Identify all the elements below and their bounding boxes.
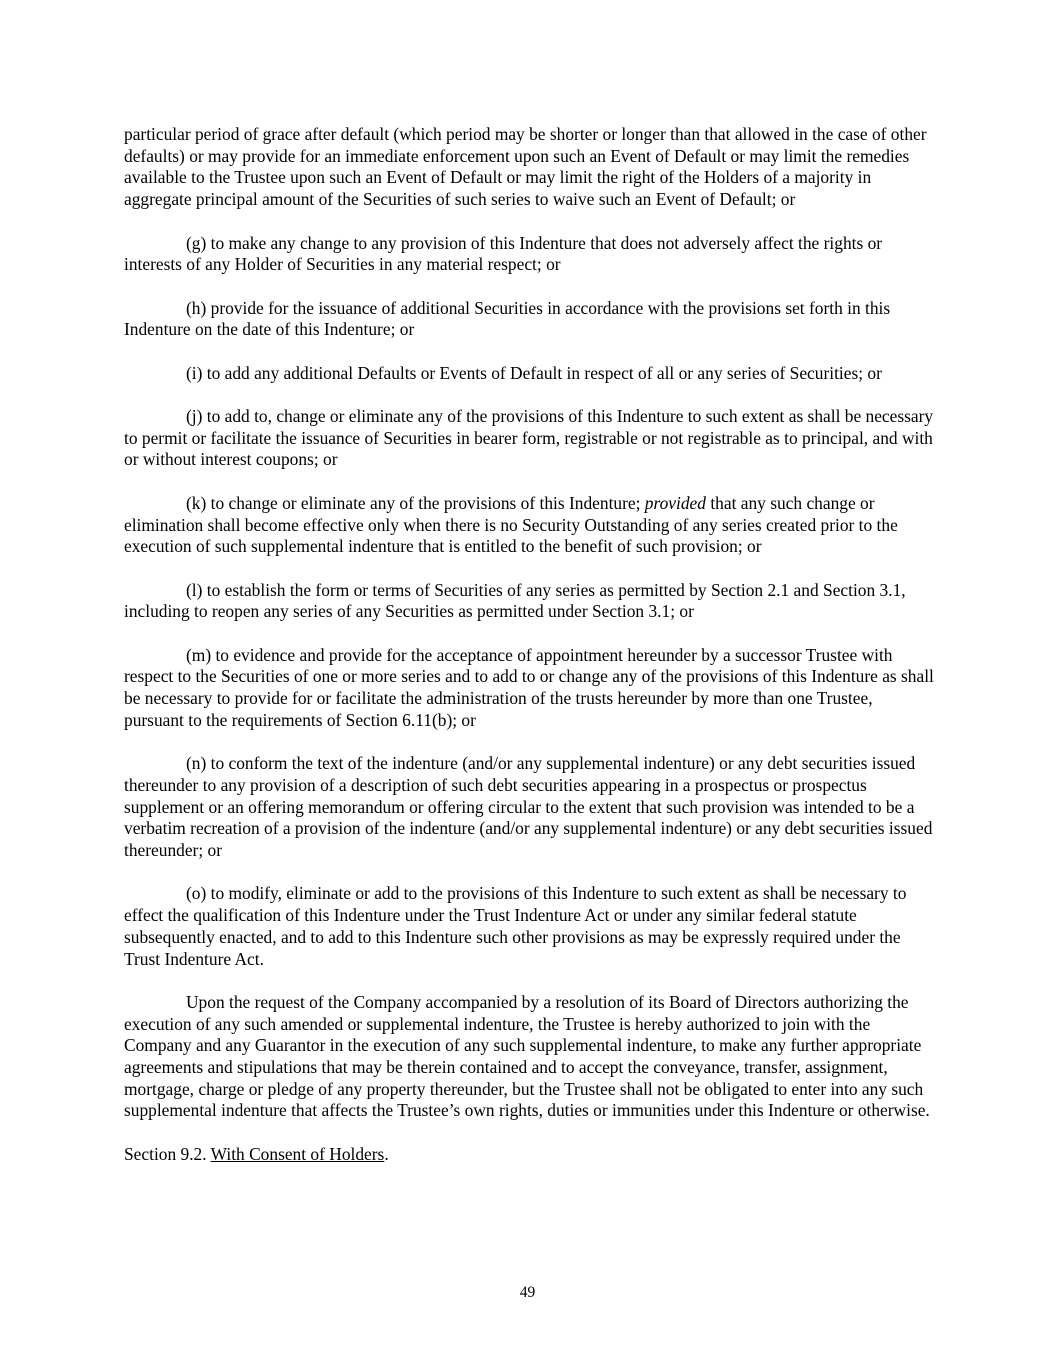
paragraph-upon-request: Upon the request of the Company accompanied by a resolution of its Board of Directors authorizing the execution of any such amended or supplemental indenture, the Trustee is hereby authorized to join with the Company and any Guarantor in the execution of any such supplemental indenture, to make any further appropriate agreements and stipulations that may be therein contained and to accept the conveyance, transfer, assignment, mortgage, charge or pledge of any property thereunder, but the Trustee shall not be obligated to enter into any such supplemental indenture that affects the Trustee’s own rights, duties or immunities under this Indenture or otherwise. xyxy=(124,991,930,1121)
document-page xyxy=(124,124,934,1187)
paragraph-k-after: that any such change or elimination shall become effective only when there is no Security Outstanding of any series created prior to the execution of such supplemental indenture that is entitled to the benefit of such provision; or xyxy=(124,492,898,557)
section-number: Section 9.2. xyxy=(124,1143,207,1164)
paragraph-i: (i) to add any additional Defaults or Events of Default in respect of all or any series of Securities; or xyxy=(186,362,882,383)
page-number: 49 xyxy=(519,1284,536,1301)
paragraph-m: (m) to evidence and provide for the acceptance of appointment hereunder by a successor Trustee with respect to the Securities of one or more series and to add to or change any of the provisions of this Indenture as shall be necessary to provide for or facilitate the administration of the trusts hereunder by more than one Trustee, pursuant to the requirements of Section 6.11(b); or xyxy=(124,644,934,730)
section-heading xyxy=(124,1144,934,1166)
paragraph-o: (o) to modify, eliminate or add to the provisions of this Indenture to such extent as shall be necessary to effect the qualification of this Indenture under the Trust Indenture Act or under any similar federal statute subsequently enacted, and to add to this Indenture such other provisions as may be expressly required under the Trust Indenture Act. xyxy=(124,883,907,969)
section-title-period: . xyxy=(384,1143,389,1164)
paragraph-k xyxy=(124,493,934,558)
paragraph-j: (j) to add to, change or eliminate any of the provisions of this Indenture to such extent as shall be necessary to permit or facilitate the issuance of Securities in bearer form, registrable or not registrable as to principal, and with or without interest coupons; or xyxy=(124,406,934,470)
paragraph-g: (g) to make any change to any provision of this Indenture that does not adversely affect the rights or interests of any Holder of Securities in any material respect; or xyxy=(124,232,883,275)
paragraph-continued: particular period of grace after default (which period may be shorter or longer than that allowed in the case of other defaults) or may provide for an immediate enforcement upon such an Event of Default or may limit the remedies available to the Trustee upon such an Event of Default or may limit the right of the Holders of a majority in aggregate principal amount of the Securities of such series to waive such an Event of Default; or xyxy=(124,124,927,210)
section-title: With Consent of Holders xyxy=(210,1143,385,1164)
paragraph-n: (n) to conform the text of the indenture (and/or any supplemental indenture) or any debt securities issued thereunder to any provision of a description of such debt securities appearing in a prospectus or prospectus supplement or an offering memorandum or offering circular to the extent that such provision was intended to be a verbatim recreation of a provision of the indenture (and/or any supplemental indenture) or any debt securities issued thereunder; or xyxy=(124,753,933,861)
paragraph-l: (l) to establish the form or terms of Securities of any series as permitted by Section 2.1 and Section 3.1, including to reopen any series of any Securities as permitted under Section 3.1; or xyxy=(124,579,906,622)
paragraph-k-italic: provided xyxy=(644,492,706,513)
paragraph-h: (h) provide for the issuance of additional Securities in accordance with the provisions set forth in this Indenture on the date of this Indenture; or xyxy=(124,297,891,340)
paragraph-k-before: (k) to change or eliminate any of the provisions of this Indenture; xyxy=(186,492,645,513)
